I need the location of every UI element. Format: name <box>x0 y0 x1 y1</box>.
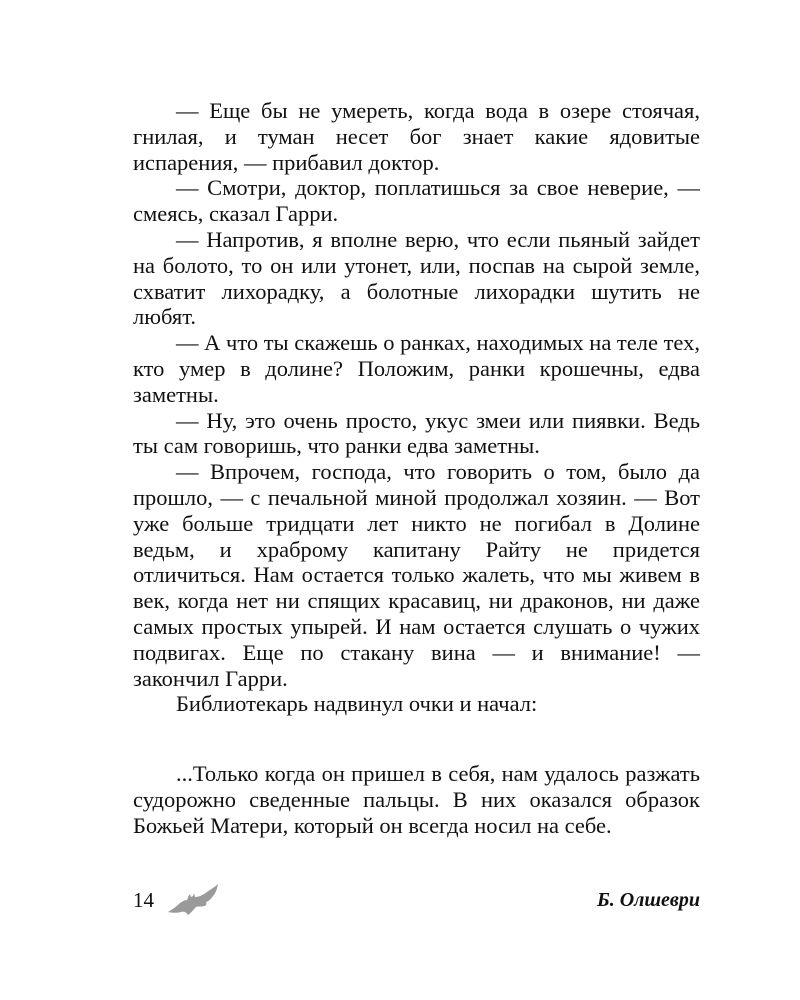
paragraph: — А что ты скажешь о ранках, находимых на теле тех, кто умер в долине? Положим, ранки крошечны, едва заметны. <box>133 330 700 407</box>
bat-icon <box>167 882 225 918</box>
paragraph: — Смотри, доктор, поплатишься за свое неверие, — смеясь, сказал Гарри. <box>133 175 700 227</box>
author-name: Б. Олшеври <box>596 889 700 911</box>
paragraph: — Напротив, я вполне верю, что если пьяный зайдет на болото, то он или утонет, или, поспав на сырой земле, схватит лихорадку, а болотные лихорадки шутить не любят. <box>133 226 700 330</box>
paragraph: Библиотекарь надвинул очки и начал: <box>176 691 538 717</box>
quoted-paragraph: ...Только когда он пришел в себя, нам удалось разжать судорожно сведенные пальцы. В них оказался образок Божьей Матери, который он всегда носил на себе. <box>133 761 700 838</box>
page-footer <box>133 880 700 920</box>
page-number: 14 <box>133 888 154 912</box>
main-text-block <box>133 98 700 717</box>
paragraph: — Ну, это очень просто, укус змеи или пиявки. Ведь ты сам говоришь, что ранки едва заметны. <box>133 407 700 459</box>
quoted-text-block <box>133 761 700 838</box>
paragraph: — Впрочем, господа, что говорить о том, было да прошло, — с печальной миной продолжал хозяин. — Вот уже больше тридцати лет никто не погибал в Долине ведьм, и храброму капитану Райту не придется отличиться. Нам остается только жалеть, что мы живем в век, когда нет ни спящих красавиц, ни драконов, ни даже самых простых упырей. И нам остается слушать о чужих подвигах. Еще по стакану вина — и внимание! — закончил Гарри. <box>133 459 700 691</box>
paragraph: — Еще бы не умереть, когда вода в озере стоячая, гнилая, и туман несет бог знает какие ядовитые испарения, — прибавил доктор. <box>133 98 700 175</box>
